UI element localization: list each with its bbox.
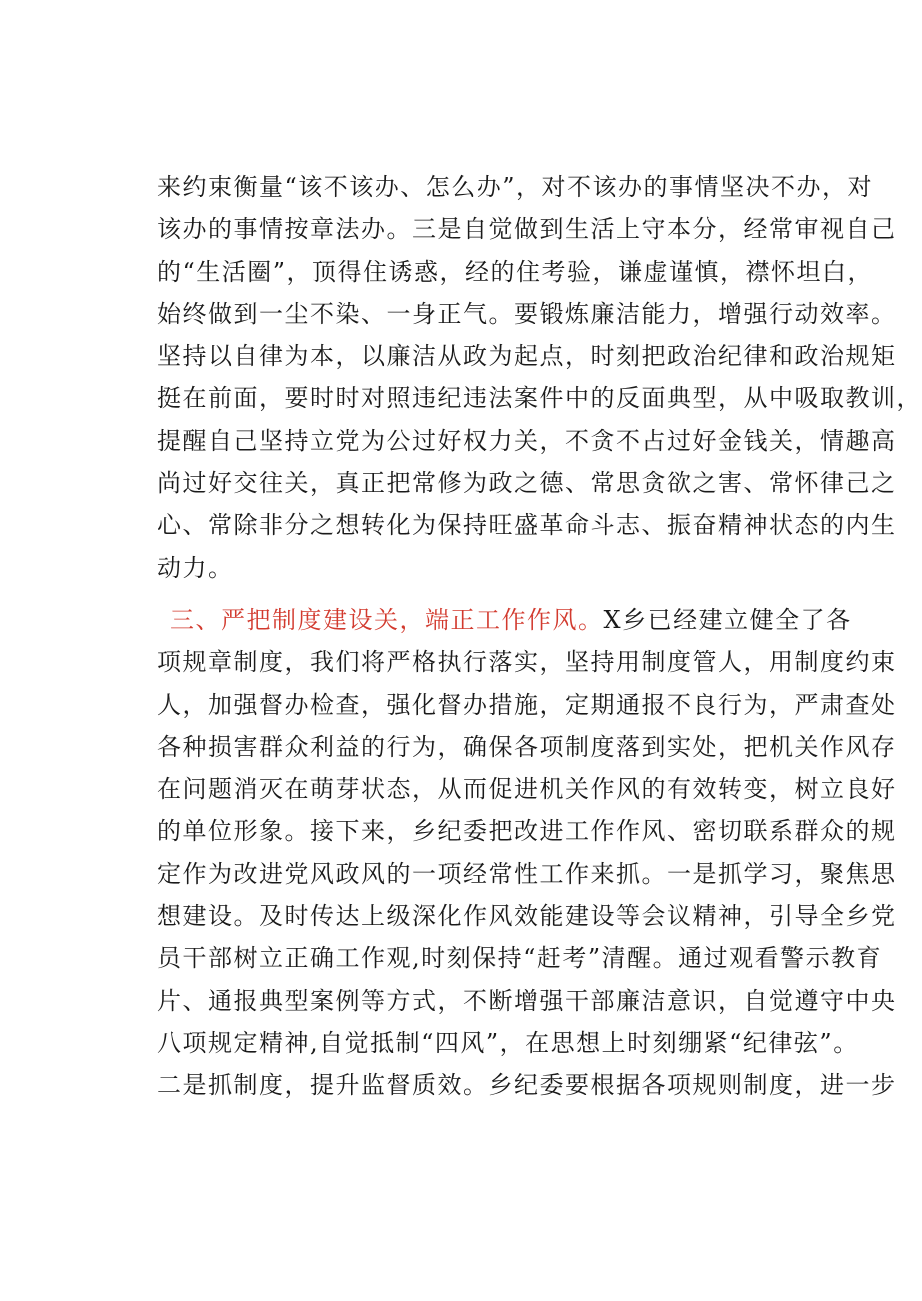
text-line: 八项规定精神,自觉抵制“四风”，在思想上时刻绷紧“纪律弦”。 xyxy=(157,1028,859,1057)
text-line: 二是抓制度，提升监督质效。乡纪委要根据各项规则制度，进一步 xyxy=(157,1071,897,1100)
text-line: 始终做到一尘不染、一身正气。要锻炼廉洁能力，增强行动效率。 xyxy=(157,299,897,328)
heading-line-rest: X乡已经建立健全了各 xyxy=(603,606,852,634)
text-line: 提醒自己坚持立党为公过好权力关，不贪不占过好金钱关，情趣高 xyxy=(157,426,897,455)
section-heading: 三、严把制度建设关，端正工作作风。 xyxy=(170,606,604,634)
text-line: 坚持以自律为本，以廉洁从政为起点，时刻把政治纪律和政治规矩 xyxy=(157,342,897,371)
text-line: 的单位形象。接下来，乡纪委把改进工作作风、密切联系群众的规 xyxy=(157,817,897,846)
paragraph-section-three xyxy=(157,599,897,1107)
text-line: 挺在前面，要时时对照违纪违法案件中的反面典型，从中吸取教训， xyxy=(157,384,922,413)
text-line: 来约束衡量“该不该办、怎么办”，对不该办的事情坚决不办，对 xyxy=(157,173,874,201)
text-line: 尚过好交往关，真正把常修为政之德、常思贪欲之害、常怀律己之 xyxy=(157,469,897,498)
text-line: 动力。 xyxy=(157,553,234,582)
text-line: 想建设。及时传达上级深化作风效能建设等会议精神，引导全乡党 xyxy=(157,902,897,931)
text-line: 心、常除非分之想转化为保持旺盛革命斗志、振奋精神状态的内生 xyxy=(157,511,897,540)
section-heading-line xyxy=(157,599,852,641)
text-line: 各种损害群众利益的行为，确保各项制度落到实处，把机关作风存 xyxy=(157,732,897,761)
text-line: 的“生活圈”，顶得住诱惑，经的住考验，谦虚谨慎，襟怀坦白， xyxy=(157,257,874,286)
text-line: 定作为改进党风政风的一项经常性工作来抓。一是抓学习，聚焦思 xyxy=(157,859,897,888)
text-line: 片、通报典型案例等方式，不断增强干部廉洁意识，自觉遵守中央 xyxy=(157,986,897,1015)
paragraph-continued xyxy=(157,166,922,589)
text-line: 员干部树立正确工作观,时刻保持“赶考”清醒。通过观看警示教育 xyxy=(157,944,883,973)
text-line: 项规章制度，我们将严格执行落实，坚持用制度管人，用制度约束 xyxy=(157,648,897,677)
text-line: 该办的事情按章法办。三是自觉做到生活上守本分，经常审视自己 xyxy=(157,215,897,244)
text-line: 在问题消灭在萌芽状态，从而促进机关作风的有效转变，树立良好 xyxy=(157,775,897,804)
text-line: 人，加强督办检查，强化督办措施，定期通报不良行为，严肃查处 xyxy=(157,690,897,719)
